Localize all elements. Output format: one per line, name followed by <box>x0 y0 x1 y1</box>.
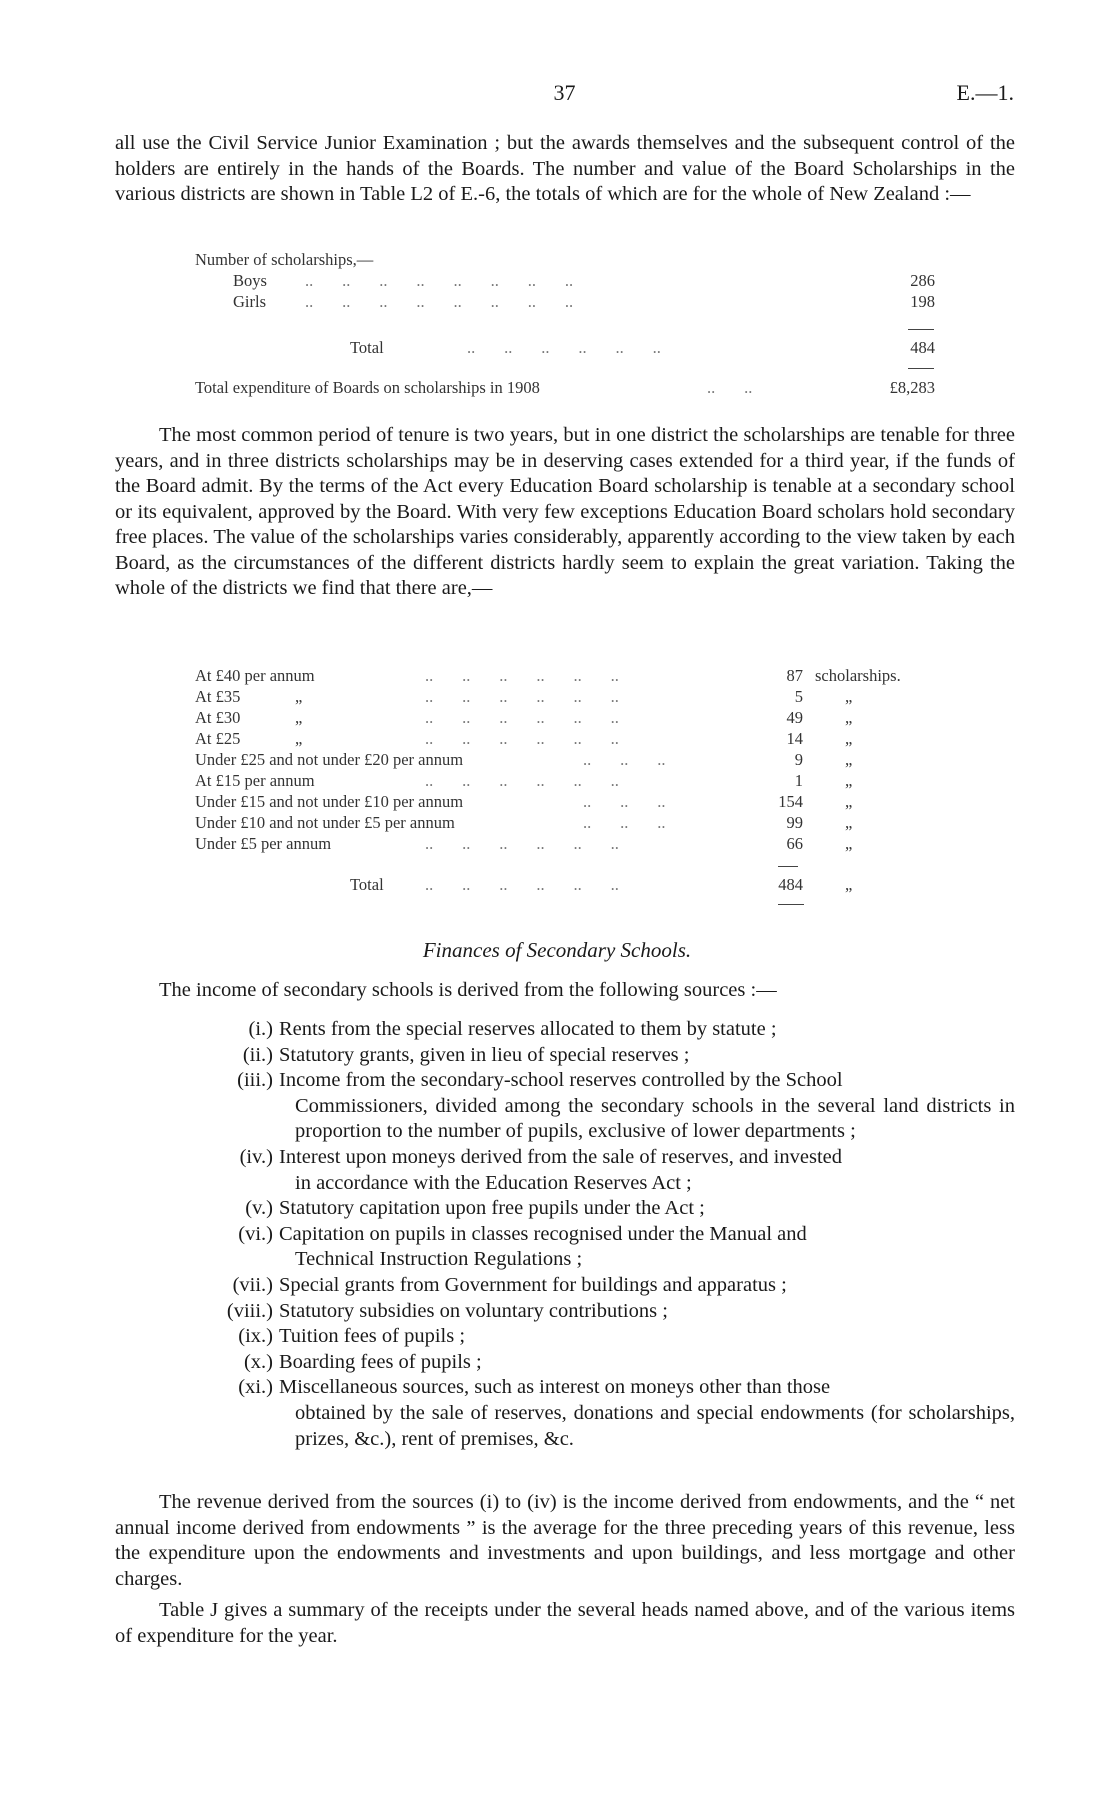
table-row <box>195 791 955 812</box>
item-text-continued: in accordance with the Education Reserves Act ; <box>295 1171 692 1194</box>
leader-dots: .. .. .. .. .. .. <box>425 708 619 727</box>
table-row <box>195 270 940 291</box>
row-label: At £35 <box>195 687 241 706</box>
section-heading: Finances of Secondary Schools. <box>422 938 692 962</box>
item-text: Statutory subsidies on voluntary contributions ; <box>279 1299 668 1322</box>
row-label: Boys <box>233 271 267 290</box>
item-text: Income from the secondary-school reserves controlled by the School <box>279 1069 843 1092</box>
total-unit: „ <box>845 875 853 894</box>
list-item <box>115 1017 1015 1043</box>
item-number: (iii.) <box>237 1069 273 1092</box>
leader-dots: .. .. .. .. .. .. <box>425 729 619 748</box>
sum-rule <box>778 904 804 905</box>
list-item <box>115 1375 1015 1452</box>
total-value: 484 <box>910 338 935 357</box>
item-text-continued: obtained by the sale of reserves, donations and special endowments (for scholarships, prizes, &c.), rent of premises, &c. <box>295 1401 1015 1450</box>
list-item <box>115 1273 1015 1299</box>
item-text: Special grants from Government for buildings and apparatus ; <box>279 1273 787 1296</box>
leader-dots: .. .. .. <box>583 813 666 832</box>
scholarship-value-table <box>195 665 955 854</box>
row-unit: „ <box>845 708 853 727</box>
row-label: At £25 <box>195 729 241 748</box>
table-heading: Number of scholarships,— <box>195 250 374 269</box>
page-number: 37 <box>553 80 576 105</box>
leader-dots: .. .. .. .. .. .. <box>425 687 619 706</box>
paragraph-text: The revenue derived from the sources (i) to (iv) is the income derived from endowments, and the “ net annual income derived from endowments ” is the average for the three preceding years of this revenue, less the expenditure upon the endowments and investments and upon buildings, and less mortgage and other charges. <box>115 1491 1015 1590</box>
scholarship-count-table <box>195 249 940 312</box>
paragraph-revenue <box>115 1490 1015 1592</box>
paragraph-sources-intro <box>115 978 1015 1004</box>
item-number: (ix.) <box>238 1325 273 1348</box>
leader-dots: .. .. <box>707 378 753 397</box>
list-item <box>115 1196 1015 1222</box>
expenditure-label: Total expenditure of Boards on scholarships in 1908 <box>195 378 540 397</box>
item-number: (x.) <box>243 1350 273 1373</box>
table-row <box>195 770 955 791</box>
leader-dots: .. .. .. .. .. .. .. .. <box>305 292 574 311</box>
row-unit: „ <box>845 834 853 853</box>
item-number: (iv.) <box>239 1145 273 1168</box>
table-row <box>195 686 955 707</box>
expenditure-value: £8,283 <box>889 378 935 397</box>
row-label: At £40 per annum <box>195 666 315 685</box>
value-total-row <box>195 874 955 895</box>
row-label: Girls <box>233 292 266 311</box>
paragraph-text: The income of secondary schools is derived from the following sources :— <box>159 979 777 1001</box>
expenditure-row <box>195 377 940 398</box>
list-item <box>115 1324 1015 1350</box>
table-row <box>195 337 940 358</box>
leader-dots: .. .. .. <box>583 792 666 811</box>
row-value: 198 <box>910 292 935 311</box>
paragraph-tenure <box>115 423 1015 602</box>
table-heading-row <box>195 249 940 270</box>
row-value: 49 <box>786 708 803 727</box>
item-number: (v.) <box>245 1197 273 1220</box>
list-item <box>115 1068 1015 1145</box>
income-sources-list <box>115 1017 1015 1452</box>
leader-dots: .. .. .. .. .. .. <box>467 338 661 357</box>
item-number: (ii.) <box>242 1043 273 1066</box>
item-number: (viii.) <box>226 1299 273 1322</box>
item-number: (xi.) <box>238 1376 273 1399</box>
row-value: 5 <box>794 687 803 706</box>
table-row <box>195 665 955 686</box>
row-unit: „ <box>845 813 853 832</box>
sum-rule <box>778 866 798 867</box>
total-value: 484 <box>778 875 803 894</box>
table-row <box>195 291 940 312</box>
document-reference: E.—1. <box>956 80 1014 105</box>
row-label: Under £5 per annum <box>195 834 332 853</box>
ditto-mark: „ <box>295 687 303 706</box>
table-row <box>195 707 955 728</box>
item-text-continued: Technical Instruction Regulations ; <box>295 1248 583 1271</box>
row-value: 1 <box>794 771 803 790</box>
row-unit: „ <box>845 792 853 811</box>
list-item <box>115 1299 1015 1325</box>
row-label: Under £15 and not under £10 per annum <box>195 792 464 811</box>
row-value: 99 <box>786 813 803 832</box>
leader-dots: .. .. .. .. .. .. <box>425 666 619 685</box>
page-header <box>115 80 1014 110</box>
row-label: At £15 per annum <box>195 771 315 790</box>
paragraph-table-j <box>115 1598 1015 1649</box>
list-item <box>115 1145 1015 1196</box>
row-value: 9 <box>794 750 803 769</box>
list-item <box>115 1222 1015 1273</box>
leader-dots: .. .. .. .. .. .. .. .. <box>305 271 574 290</box>
list-item <box>115 1350 1015 1376</box>
total-label: Total <box>350 338 384 357</box>
sum-rule <box>908 329 934 330</box>
item-text: Statutory capitation upon free pupils under the Act ; <box>279 1197 705 1220</box>
item-text: Boarding fees of pupils ; <box>279 1350 482 1373</box>
item-text-continued: Commissioners, divided among the secondary schools in the several land districts in proportion to the number of pupils, exclusive of lower departments ; <box>295 1094 1015 1143</box>
list-item <box>115 1043 1015 1069</box>
row-unit: „ <box>845 750 853 769</box>
row-unit: scholarships. <box>815 666 901 685</box>
table-row <box>195 874 955 895</box>
row-value: 154 <box>778 792 803 811</box>
sum-rule <box>908 368 934 369</box>
item-text: Miscellaneous sources, such as interest on moneys other than those <box>279 1376 831 1399</box>
paragraph-text: all use the Civil Service Junior Examination ; but the awards themselves and the subsequent control of the holders are entirely in the hands of the Boards. The number and value of the Board Scholarships in the various districts are shown in Table L2 of E.-6, the totals of which are for the whole of New Zealand :— <box>115 132 1015 205</box>
item-number: (vii.) <box>232 1273 273 1296</box>
leader-dots: .. .. .. .. .. .. <box>425 875 619 894</box>
item-text: Capitation on pupils in classes recognised under the Manual and <box>279 1222 807 1245</box>
item-number: (vi.) <box>238 1222 273 1245</box>
row-unit: „ <box>845 729 853 748</box>
row-value: 286 <box>910 271 935 290</box>
item-number: (i.) <box>248 1018 273 1040</box>
table-row <box>195 377 940 398</box>
leader-dots: .. .. .. .. .. .. <box>425 771 619 790</box>
ditto-mark: „ <box>295 729 303 748</box>
row-label: At £30 <box>195 708 241 727</box>
item-text: Statutory grants, given in lieu of special reserves ; <box>279 1043 690 1066</box>
paragraph-text: Table J gives a summary of the receipts under the several heads named above, and of the various items of expenditure for the year. <box>115 1599 1015 1647</box>
table-row <box>195 749 955 770</box>
scholarship-total-row <box>195 337 940 358</box>
leader-dots: .. .. .. .. .. .. <box>425 834 619 853</box>
item-text: Tuition fees of pupils ; <box>279 1325 466 1348</box>
item-text: Interest upon moneys derived from the sale of reserves, and invested <box>279 1145 842 1168</box>
row-unit: „ <box>845 687 853 706</box>
total-label: Total <box>350 875 384 894</box>
table-row <box>195 812 955 833</box>
item-text: Rents from the special reserves allocated to them by statute ; <box>279 1018 777 1040</box>
ditto-mark: „ <box>295 708 303 727</box>
paragraph-intro <box>115 131 1015 208</box>
paragraph-text: The most common period of tenure is two years, but in one district the scholarships are tenable for three years, and in three districts scholarships may be in deserving cases extended for a third year, if the funds of the Board admit. By the terms of the Act every Education Board scholarship is tenable at a secondary school or its equivalent, approved by the Board. With very few exceptions Education Board scholars hold secondary free places. The value of the scholarships varies considerably, apparently according to the view taken by each Board, as the circumstances of the different districts hardly seem to explain the great variation. Taking the whole of the districts we find that there are,— <box>115 424 1015 599</box>
leader-dots: .. .. .. <box>583 750 666 769</box>
table-row <box>195 728 955 749</box>
row-label: Under £25 and not under £20 per annum <box>195 750 464 769</box>
table-row <box>195 833 955 854</box>
row-label: Under £10 and not under £5 per annum <box>195 813 455 832</box>
row-value: 66 <box>786 834 803 853</box>
row-unit: „ <box>845 771 853 790</box>
row-value: 87 <box>786 666 803 685</box>
row-value: 14 <box>786 729 803 748</box>
